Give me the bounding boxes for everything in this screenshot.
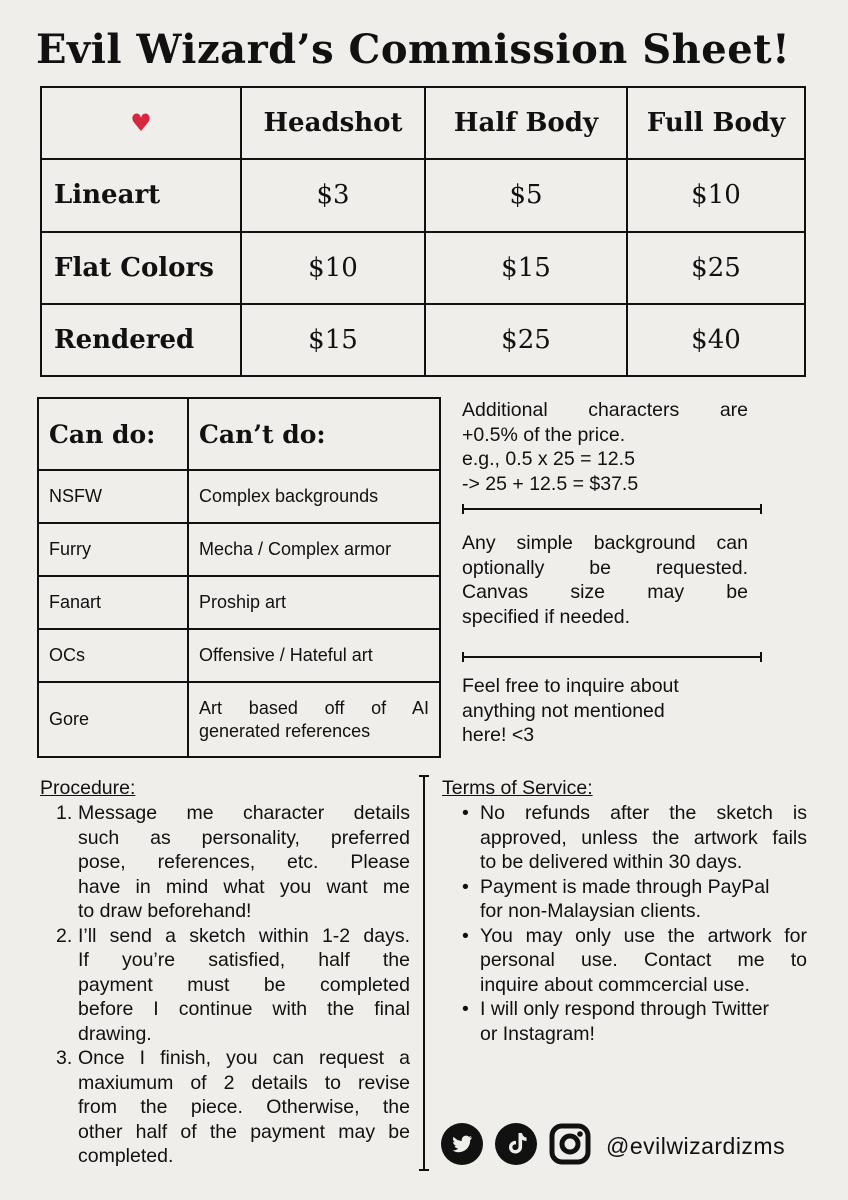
step-number: 2. [56, 924, 73, 947]
table-row [41, 232, 805, 304]
note-line: Feel free to inquire about [462, 675, 679, 697]
price-cell: $25 [425, 304, 627, 376]
column-header: Full Body [627, 87, 805, 159]
note-line: here! <3 [462, 724, 535, 746]
note-line: specified if needed. [462, 605, 631, 628]
table-row [38, 470, 440, 523]
step-line: before I continue with the final [78, 998, 410, 1020]
cant-do-item: Offensive / Hateful art [188, 629, 440, 682]
row-label: Rendered [41, 304, 241, 376]
step-line: maxiumum of 2 details to revise [78, 1071, 410, 1094]
can-do-item: Fanart [38, 576, 188, 629]
bullet: • [462, 875, 469, 898]
column-header: Headshot [241, 87, 425, 159]
step-line: Message me character details [78, 802, 410, 824]
tos-line: for non-Malaysian clients. [480, 900, 702, 922]
price-table-header [41, 87, 805, 159]
price-cell: $40 [627, 304, 805, 376]
list-item [462, 997, 807, 1046]
step-line: to draw beforehand! [78, 900, 252, 922]
note-line: +0.5% of the price. [462, 423, 626, 446]
table-row [38, 576, 440, 629]
list-item [462, 801, 807, 875]
note-line: Any simple background can [462, 532, 748, 554]
can-do-item: NSFW [38, 470, 188, 523]
list-item [462, 924, 807, 998]
table-row [38, 629, 440, 682]
tos-line: personal use. Contact me to [480, 949, 807, 971]
note-line: Additional characters are [462, 399, 748, 421]
tos-line: You may only use the artwork for [480, 924, 807, 947]
price-cell: $5 [425, 159, 627, 231]
note-line: anything not mentioned [462, 699, 665, 722]
tos-line: No refunds after the sketch is [480, 802, 807, 824]
list-item [56, 924, 410, 1047]
can-do-item: Gore [38, 682, 188, 757]
step-line: from the piece. Otherwise, the [78, 1096, 410, 1118]
section-divider [423, 775, 425, 1171]
can-do-item: Furry [38, 523, 188, 576]
step-number: 3. [56, 1047, 73, 1069]
step-line: I’ll send a sketch within 1-2 days. [78, 924, 410, 947]
price-table [40, 86, 806, 377]
tos-list [462, 801, 807, 1046]
cant-do-item: Proship art [188, 576, 440, 629]
list-item [56, 801, 410, 924]
price-cell: $15 [425, 232, 627, 304]
bullet: • [462, 924, 469, 947]
step-line: Once I finish, you can request a [78, 1047, 410, 1069]
tos-line: inquire about commcercial use. [480, 973, 750, 996]
additional-characters-note [462, 398, 748, 496]
cant-do-line: Art based off of AI [199, 697, 429, 718]
separator-line [462, 656, 762, 658]
note-line: Canvas size may be [462, 581, 748, 603]
cant-do-line: generated references [199, 720, 371, 741]
table-row [41, 159, 805, 231]
instagram-icon[interactable] [549, 1123, 591, 1165]
twitter-icon[interactable] [441, 1123, 483, 1165]
step-line: completed. [78, 1145, 174, 1167]
table-row [41, 304, 805, 376]
price-cell: $10 [627, 159, 805, 231]
inquire-note [462, 674, 748, 748]
cant-do-item [188, 682, 440, 757]
step-line: have in mind what you want me [78, 875, 410, 898]
price-cell: $10 [241, 232, 425, 304]
price-cell: $3 [241, 159, 425, 231]
price-cell: $25 [627, 232, 805, 304]
note-line: -> 25 + 12.5 = $37.5 [462, 472, 639, 495]
tiktok-icon[interactable] [495, 1123, 537, 1165]
can-do-header [38, 398, 440, 470]
bullet: • [462, 802, 469, 824]
price-table-corner [41, 87, 241, 159]
row-label: Lineart [41, 159, 241, 231]
separator-line [462, 508, 762, 510]
tos-line: I will only respond through Twitter [480, 998, 770, 1020]
list-item [56, 1046, 410, 1169]
cant-do-item: Complex backgrounds [188, 470, 440, 523]
bullet: • [462, 998, 469, 1020]
can-do-heading: Can do: [38, 398, 188, 470]
tos-line: approved, unless the artwork fails [480, 826, 807, 849]
step-line: other half of the payment may be [78, 1120, 410, 1143]
tos-heading: Terms of Service: [442, 777, 593, 799]
tos-line: or Instagram! [480, 1022, 595, 1045]
cant-do-heading: Can’t do: [188, 398, 440, 470]
tos-line: Payment is made through PayPal [480, 875, 770, 898]
social-handle[interactable]: @evilwizardizms [606, 1133, 786, 1159]
step-line: If you’re satisfied, half the [78, 949, 410, 971]
procedure-heading: Procedure: [40, 777, 136, 799]
page-title: Evil Wizard’s Commission Sheet! [36, 26, 791, 73]
note-line: optionally be requested. [462, 556, 748, 579]
step-line: payment must be completed [78, 973, 410, 996]
row-label: Flat Colors [41, 232, 241, 304]
cant-do-item: Mecha / Complex armor [188, 523, 440, 576]
step-number: 1. [56, 802, 73, 824]
can-do-item: OCs [38, 629, 188, 682]
can-do-table [37, 397, 441, 758]
procedure-list [56, 801, 410, 1169]
price-cell: $15 [241, 304, 425, 376]
tos-line: to be delivered within 30 days. [480, 851, 743, 873]
list-item [462, 875, 807, 924]
heart-icon: ♥ [130, 108, 152, 138]
column-header: Half Body [425, 87, 627, 159]
step-line: pose, references, etc. Please [78, 851, 410, 873]
step-line: drawing. [78, 1022, 152, 1045]
step-line: such as personality, preferred [78, 826, 410, 849]
note-line: e.g., 0.5 x 25 = 12.5 [462, 448, 635, 470]
background-note [462, 531, 748, 629]
table-row [38, 523, 440, 576]
table-row [38, 682, 440, 757]
